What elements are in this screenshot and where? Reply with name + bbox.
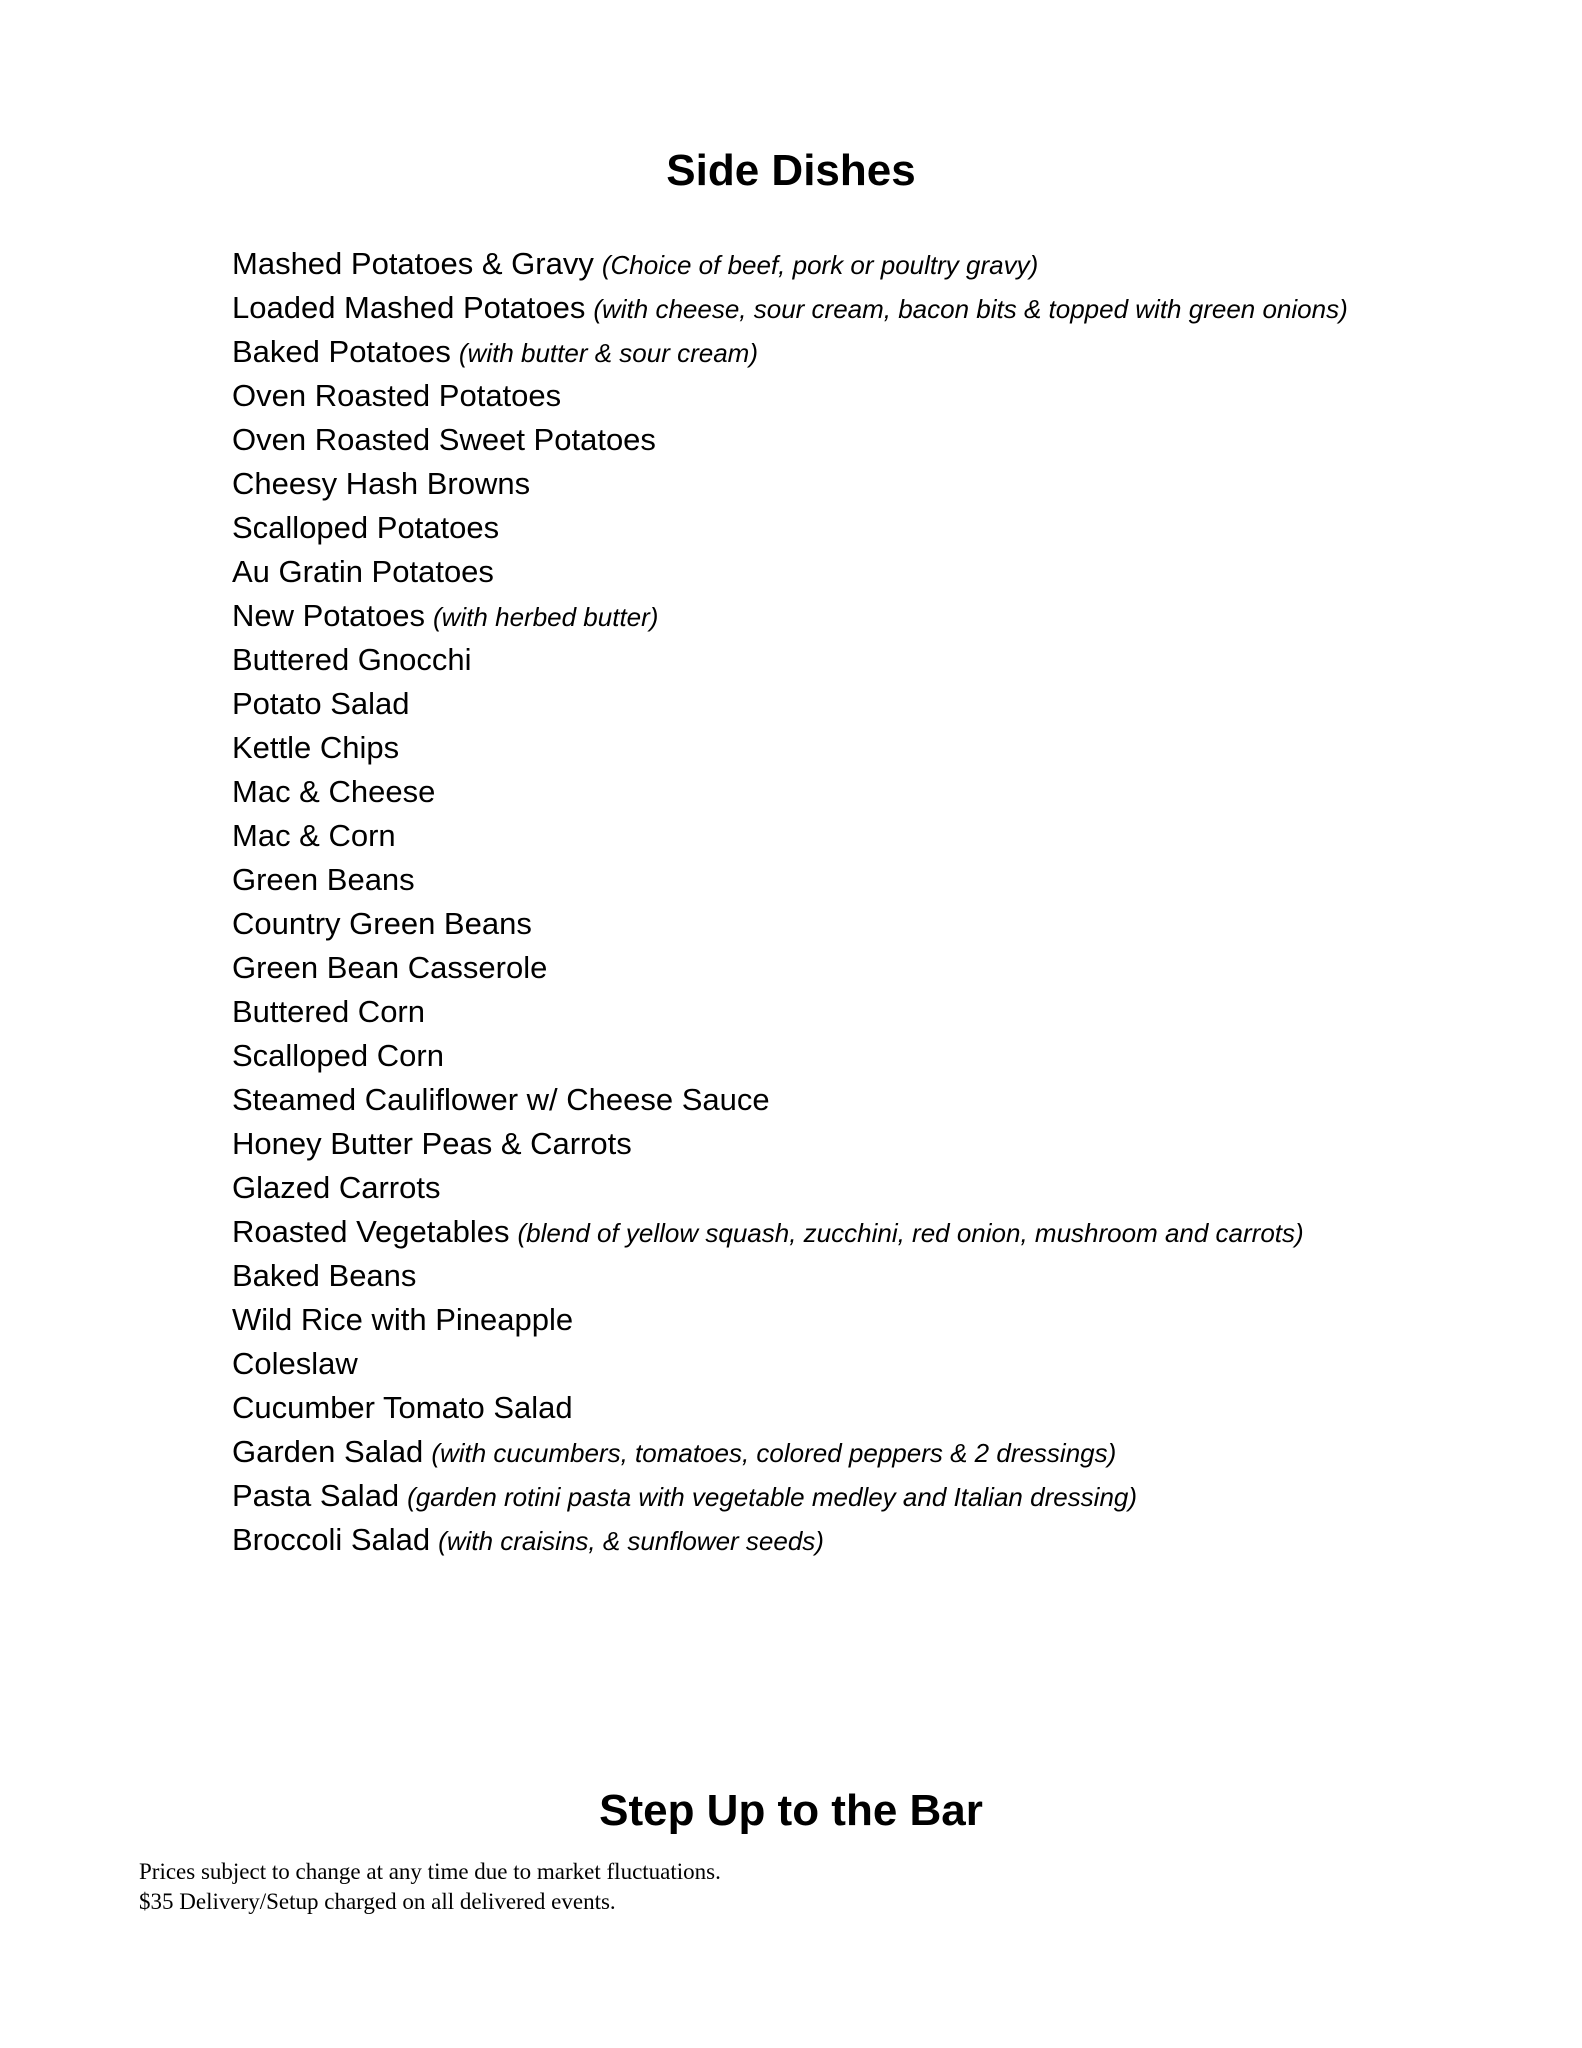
list-item <box>232 946 1532 990</box>
dish-note: (with craisins, & sunflower seeds) <box>438 1526 824 1556</box>
price-disclaimer: Prices subject to change at any time due to market fluctuations. <box>139 1859 721 1884</box>
list-item <box>232 286 1532 330</box>
dish-name: Loaded Mashed Potatoes <box>232 290 586 325</box>
footer-notes <box>139 1857 721 1917</box>
list-item <box>232 418 1532 462</box>
list-item <box>232 814 1532 858</box>
dish-name: Coleslaw <box>232 1346 358 1381</box>
dish-name: Baked Potatoes <box>232 334 451 369</box>
dish-name: Au Gratin Potatoes <box>232 554 494 589</box>
list-item <box>232 1210 1532 1254</box>
dish-note: (with cheese, sour cream, bacon bits & topped with green onions) <box>593 294 1348 324</box>
list-item <box>232 990 1532 1034</box>
section-title-bar: Step Up to the Bar <box>599 1786 983 1835</box>
dish-name: Scalloped Potatoes <box>232 510 500 545</box>
list-item <box>232 858 1532 902</box>
dish-name: Baked Beans <box>232 1258 417 1293</box>
dish-name: Broccoli Salad <box>232 1522 431 1557</box>
list-item <box>232 1342 1532 1386</box>
dish-name: Oven Roasted Sweet Potatoes <box>232 422 656 457</box>
dish-note: (with cucumbers, tomatoes, colored peppers & 2 dressings) <box>431 1438 1117 1468</box>
list-item <box>232 462 1532 506</box>
dish-name: Glazed Carrots <box>232 1170 441 1205</box>
dish-name: Green Beans <box>232 862 415 897</box>
dish-name: Mac & Cheese <box>232 774 436 809</box>
list-item <box>232 1122 1532 1166</box>
side-dishes-list <box>232 242 1532 1562</box>
list-item <box>232 1166 1532 1210</box>
list-item <box>232 374 1532 418</box>
list-item <box>232 1078 1532 1122</box>
dish-name: Steamed Cauliflower w/ Cheese Sauce <box>232 1082 770 1117</box>
list-item <box>232 550 1532 594</box>
list-item <box>232 594 1532 638</box>
dish-name: Potato Salad <box>232 686 410 721</box>
dish-name: Mashed Potatoes & Gravy <box>232 246 594 281</box>
dish-note: (blend of yellow squash, zucchini, red onion, mushroom and carrots) <box>517 1218 1304 1248</box>
dish-name: Scalloped Corn <box>232 1038 444 1073</box>
dish-note: (Choice of beef, pork or poultry gravy) <box>601 250 1039 280</box>
dish-name: Honey Butter Peas & Carrots <box>232 1126 632 1161</box>
list-item <box>232 506 1532 550</box>
dish-name: Buttered Gnocchi <box>232 642 472 677</box>
dish-name: Garden Salad <box>232 1434 424 1469</box>
list-item <box>232 330 1532 374</box>
dish-name: Cucumber Tomato Salad <box>232 1390 573 1425</box>
dish-name: Cheesy Hash Browns <box>232 466 531 501</box>
dish-note: (with herbed butter) <box>433 602 659 632</box>
list-item <box>232 770 1532 814</box>
dish-note: (garden rotini pasta with vegetable medley and Italian dressing) <box>407 1482 1138 1512</box>
list-item <box>232 242 1532 286</box>
dish-name: Roasted Vegetables <box>232 1214 510 1249</box>
list-item <box>232 1474 1532 1518</box>
dish-name: Pasta Salad <box>232 1478 400 1513</box>
delivery-fee-note: $35 Delivery/Setup charged on all delivered events. <box>139 1889 616 1914</box>
dish-name: New Potatoes <box>232 598 425 633</box>
list-item <box>232 1430 1532 1474</box>
list-item <box>232 1034 1532 1078</box>
dish-name: Buttered Corn <box>232 994 425 1029</box>
list-item <box>232 902 1532 946</box>
list-item <box>232 1298 1532 1342</box>
list-item <box>232 1386 1532 1430</box>
dish-name: Country Green Beans <box>232 906 532 941</box>
dish-name: Green Bean Casserole <box>232 950 548 985</box>
list-item <box>232 1518 1532 1562</box>
list-item <box>232 682 1532 726</box>
dish-name: Mac & Corn <box>232 818 396 853</box>
page-title: Side Dishes <box>666 146 916 195</box>
list-item <box>232 1254 1532 1298</box>
dish-name: Kettle Chips <box>232 730 400 765</box>
dish-note: (with butter & sour cream) <box>458 338 758 368</box>
list-item <box>232 638 1532 682</box>
list-item <box>232 726 1532 770</box>
dish-name: Oven Roasted Potatoes <box>232 378 562 413</box>
dish-name: Wild Rice with Pineapple <box>232 1302 574 1337</box>
